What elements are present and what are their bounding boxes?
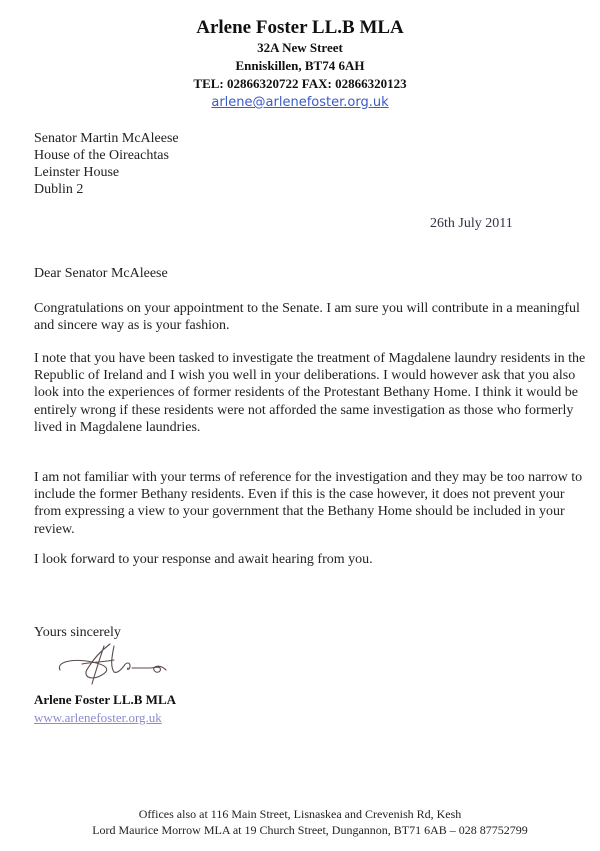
sender-name: Arlene Foster LL.B MLA — [196, 17, 404, 38]
recipient-line: House of the Oireachtas — [34, 148, 169, 163]
sender-town: Enniskillen, BT74 6AH — [235, 58, 365, 73]
signatory-name: Arlene Foster LL.B MLA — [34, 692, 177, 707]
footer-offices: Offices also at 116 Main Street, Lisnaskea and Crevenish Rd, Kesh — [138, 807, 462, 821]
sender-email-link[interactable]: arlene@arlenefoster.org.uk — [211, 95, 389, 110]
recipient-line: Leinster House — [34, 165, 120, 180]
recipient-address — [34, 130, 179, 198]
sender-street: 32A New Street — [257, 40, 343, 55]
recipient-line: Dublin 2 — [34, 182, 84, 197]
body-paragraph: I note that you have been tasked to investigate the treatment of Magdalene laundry residents in the Republic of Ireland and I wish you well in your deliberations. I would however ask that you also look into the experiences of former residents of the Protestant Bethany Home. I think it would be entirely wrong if these residents were not afforded the same investigation as those who formerly lived in Magdalene laundries. — [34, 351, 586, 435]
website-link[interactable]: www.arlenefoster.org.uk — [34, 710, 162, 725]
letterhead — [0, 0, 600, 113]
handwritten-signature — [52, 640, 182, 685]
footer — [0, 806, 600, 838]
recipient-line: Senator Martin McAleese — [34, 131, 179, 146]
sender-contact: TEL: 02866320722 FAX: 02866320123 — [193, 76, 407, 91]
salutation: Dear Senator McAleese — [34, 266, 168, 281]
body-paragraph: I am not familiar with your terms of reference for the investigation and they may be too narrow to include the former Bethany residents. Even if this is the case however, it does not prevent your from expressing a view to your government that the Bethany Home should be included in your review. — [34, 470, 583, 537]
footer-dungannon-office: Lord Maurice Morrow MLA at 19 Church Street, Dungannon, BT71 6AB – 028 87752799 — [92, 823, 528, 837]
closing: Yours sincerely — [34, 625, 121, 640]
body-paragraph: I look forward to your response and await hearing from you. — [34, 552, 373, 567]
body-paragraph: Congratulations on your appointment to the Senate. I am sure you will contribute in a meaningful and sincere way as is your fashion. — [34, 301, 580, 334]
letter-date: 26th July 2011 — [430, 216, 513, 231]
